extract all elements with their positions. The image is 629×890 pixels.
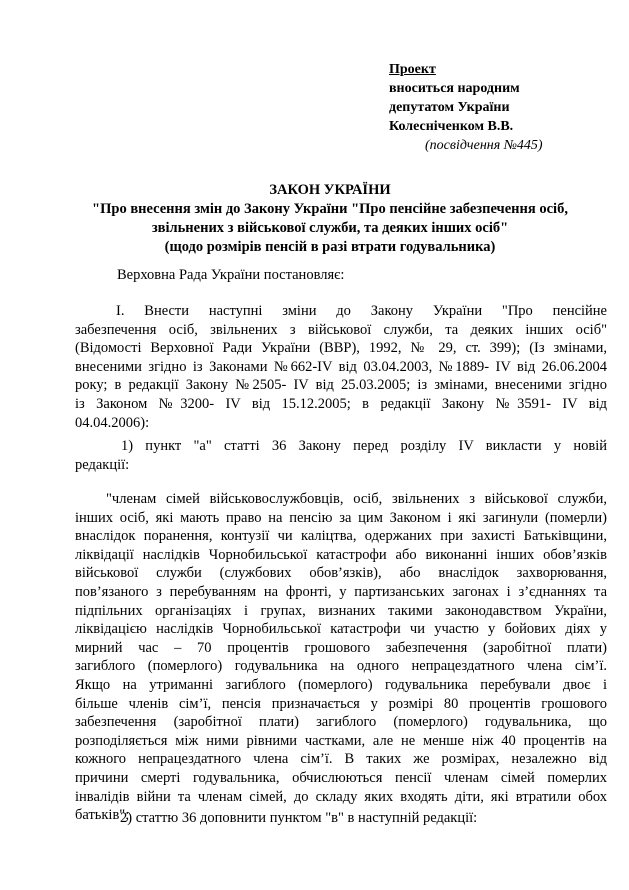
quote-line: "членам сімей військовослужбовців, осіб, звільнених з військової служби,	[106, 491, 607, 507]
quote-line: Якщо на утриманні загиблого (померлого) годувальника перебували двоє і	[75, 676, 607, 693]
quote-line: причини смерті годувальника, обчислюються пенсії членам сімей померлих	[75, 769, 607, 786]
section-1-line: I. Внести наступні зміни до Закону України "Про пенсійне	[116, 303, 607, 319]
quote-line: розподіляється між ними рівними частками, але не менше ніж 40 процентів на	[75, 732, 607, 749]
quote-line: забезпечення (заробітної плати) загиблого (померлого) годувальника, що	[75, 714, 607, 731]
quote-line: військової служби (службових обов’язків), або внаслідок захворювання,	[75, 565, 607, 582]
quote-line: внаслідок поранення, контузії чи каліцтва, одержаних при захисті Батьківщини,	[75, 528, 607, 545]
section-1-line: із Законом №3200- IV від 15.12.2005; в редакції Закону №3591- IV від	[75, 395, 607, 412]
section-1	[75, 302, 607, 432]
quote-line: кожного непрацездатного члена сім’ї. В таких же розмірах, незалежно від	[75, 751, 607, 768]
section-1-line: забезпечення осіб, звільнених з військової служби, та деяких інших осіб"	[75, 321, 607, 338]
quote-line: інвалідів війни та членам сімей, до складу яких входять діти, які втратили обох	[75, 788, 607, 805]
quote-line: ліквідацією наслідків Чорнобильської катастрофи чи участю у бойових діях у	[75, 621, 607, 638]
law-title-line-1: "Про внесення змін до Закону України "Про пенсійне забезпечення осіб,	[92, 201, 568, 217]
law-title	[70, 181, 590, 257]
item-1-line: редакції:	[75, 456, 130, 473]
quote-line: загиблого (померлого) годувальника на одного непрацездатного члена сім’ї.	[75, 658, 607, 675]
item-1	[75, 437, 607, 474]
law-title-line-2: звільнених з військової служби, та деяких інших осіб"	[151, 220, 509, 236]
certificate-number: (посвідчення №445)	[425, 138, 543, 153]
submitter-line-2: депутатом України	[389, 100, 510, 115]
law-heading: ЗАКОН УКРАЇНИ	[269, 182, 391, 198]
quote-line: батьків";	[75, 807, 130, 824]
section-1-line: року; в редакції Закону №2505- IV від 25.03.2005; із змінами, внесеними згідно	[75, 377, 607, 394]
submitter-name: Колесніченком В.В.	[389, 119, 514, 134]
quote-line: підпільних організаціях і групах, визнаних такими законодавством України,	[75, 602, 607, 619]
preamble: Верховна Рада України постановляє:	[117, 267, 345, 283]
quote-line: більше членів сім’ї, пенсія призначається у розмірі 80 процентів грошового	[75, 695, 607, 712]
item-2: 2) статтю 36 доповнити пунктом "в" в наступній редакції:	[120, 810, 478, 826]
section-1-line: (Відомості Верховної Ради України (ВВР), 1992, № 29, ст. 399); (Із змінами,	[75, 340, 607, 357]
section-1-line: внесеними згідно із Законами №662-IV від 03.04.2003, №1889- IV від 26.06.2004	[75, 358, 607, 375]
quote-line: інших осіб, які мають право на пенсію за цим Законом і які загинули (померли)	[75, 509, 607, 526]
submitter-line-1: вноситься народним	[389, 81, 520, 96]
section-1-line: 04.04.2006):	[75, 414, 150, 431]
item-1-line: 1) пункт "а" статті 36 Закону перед розділу IV викласти у новій	[121, 438, 607, 454]
quote-line: ліквідації наслідків Чорнобильської катастрофи або виконанні інших обов’язків	[75, 546, 607, 563]
law-title-line-3: (щодо розмірів пенсій в разі втрати годувальника)	[164, 239, 496, 255]
project-stamp	[389, 60, 609, 155]
quote-line: пов’язаного з перебуванням на фронті, у партизанських загонах і з’єднаннях та	[75, 583, 607, 600]
quote-line: мирний час – 70 процентів грошового забезпечення (заробітної плати)	[75, 639, 607, 656]
quoted-amendment	[75, 490, 607, 825]
project-label: Проект	[389, 62, 436, 77]
